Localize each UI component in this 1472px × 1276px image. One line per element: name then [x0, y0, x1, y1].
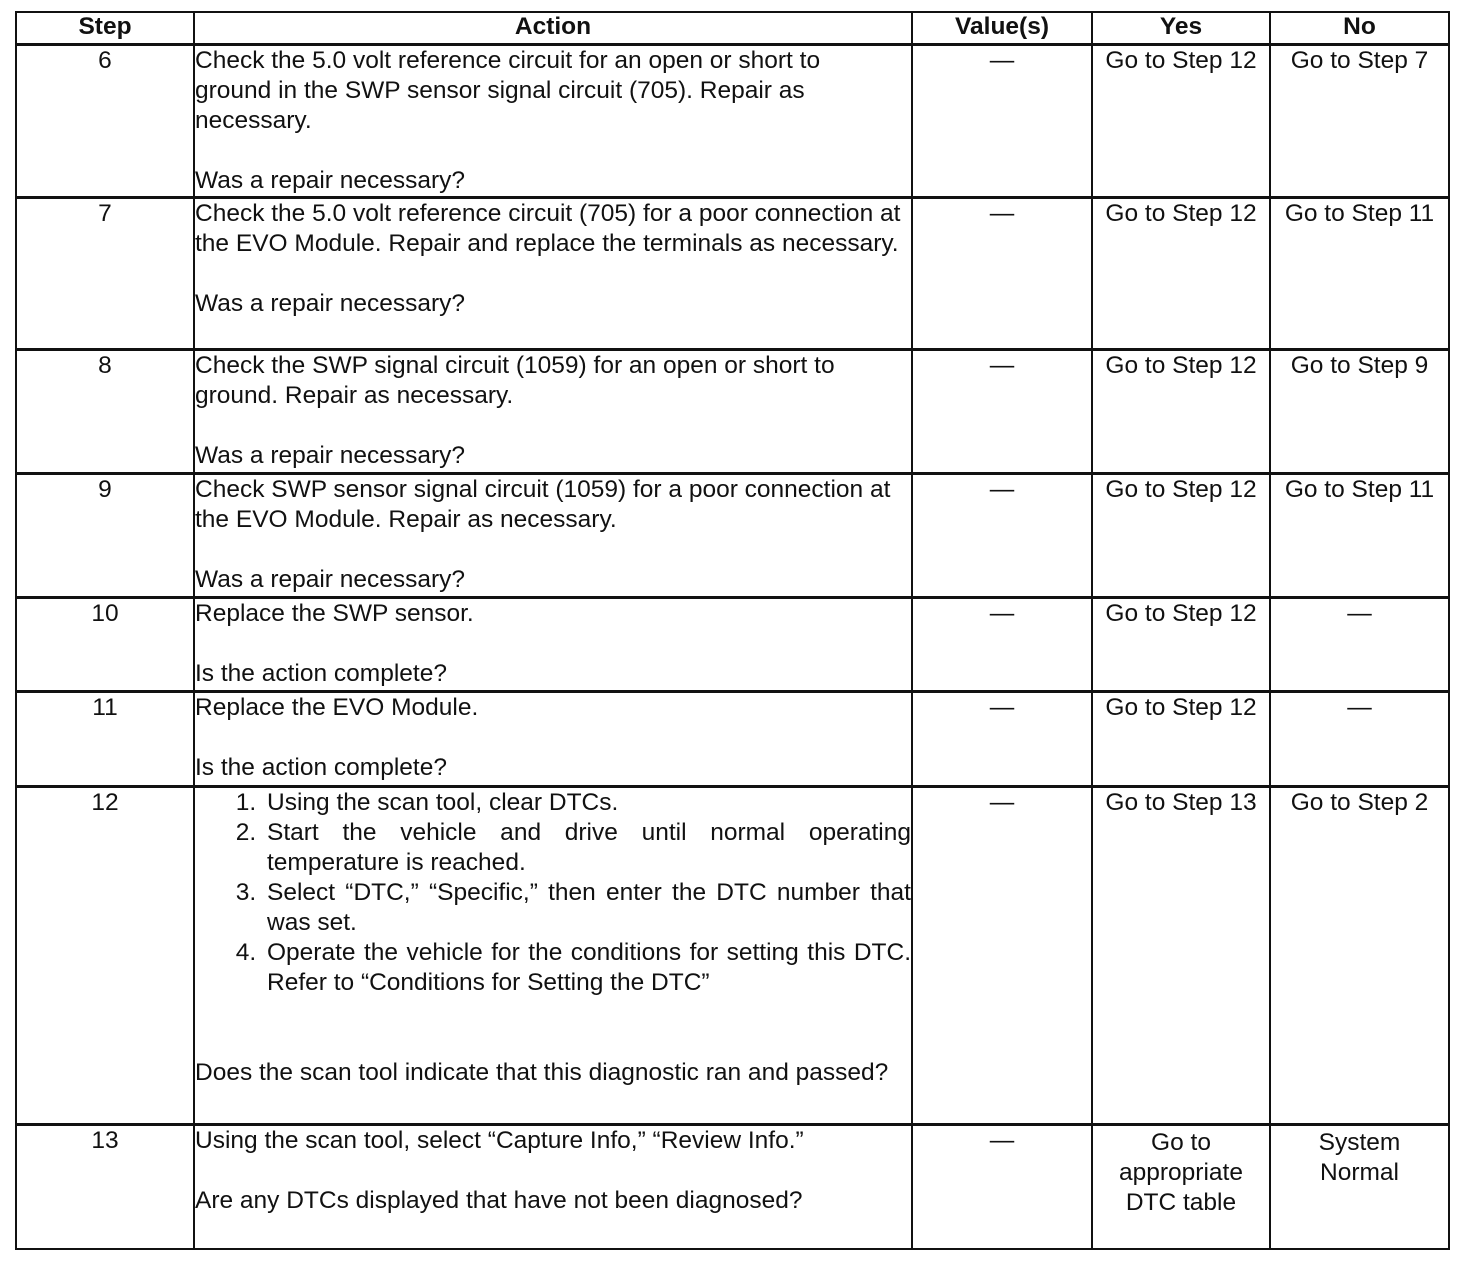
action-instruction: Check SWP sensor signal circuit (1059) for a poor connection at the EVO Module. Repair as necessary.	[195, 476, 891, 533]
yes-cell: Go to Step 12	[1092, 692, 1270, 787]
action-question: Does the scan tool indicate that this diagnostic ran and passed?	[195, 1059, 889, 1086]
procedure-step: 4. Operate the vehicle for the conditions for setting this DTC. Refer to “Conditions for Setting the DTC”	[263, 938, 911, 998]
header-step: Step	[16, 12, 194, 45]
step-number: 9	[16, 474, 194, 598]
no-cell: Go to Step 9	[1270, 350, 1449, 474]
table-row	[16, 474, 1449, 598]
no-cell: Go to Step 7	[1270, 45, 1449, 198]
header-no: No	[1270, 12, 1449, 45]
value-cell: —	[912, 474, 1092, 598]
action-instruction: Using the scan tool, select “Capture Info,” “Review Info.”	[195, 1127, 804, 1154]
action-cell	[194, 474, 912, 598]
no-cell: System Normal	[1270, 1125, 1449, 1249]
table-row	[16, 692, 1449, 787]
action-instruction: Replace the EVO Module.	[195, 694, 479, 721]
action-question: Was a repair necessary?	[195, 290, 466, 317]
yes-cell: Go to Step 12	[1092, 45, 1270, 198]
value-cell: —	[912, 45, 1092, 198]
action-question: Is the action complete?	[195, 754, 447, 781]
no-cell: Go to Step 11	[1270, 198, 1449, 350]
procedure-step: 2. Start the vehicle and drive until normal operating temperature is reached.	[263, 818, 911, 878]
action-question: Are any DTCs displayed that have not been diagnosed?	[195, 1187, 803, 1214]
table-row	[16, 198, 1449, 350]
action-cell	[194, 598, 912, 692]
action-cell	[194, 198, 912, 350]
action-cell	[194, 350, 912, 474]
header-yes: Yes	[1092, 12, 1270, 45]
action-instruction: Replace the SWP sensor.	[195, 600, 474, 627]
step-number: 10	[16, 598, 194, 692]
no-cell: —	[1270, 598, 1449, 692]
table-header-row	[16, 12, 1449, 45]
action-question: Was a repair necessary?	[195, 442, 466, 469]
step-number: 8	[16, 350, 194, 474]
step-number: 13	[16, 1125, 194, 1249]
table-row	[16, 45, 1449, 198]
action-cell	[194, 787, 912, 1125]
table-row	[16, 787, 1449, 1125]
yes-cell: Go to Step 12	[1092, 598, 1270, 692]
yes-cell: Go to appropriate DTC table	[1092, 1125, 1270, 1249]
step-number: 11	[16, 692, 194, 787]
value-cell: —	[912, 692, 1092, 787]
step-number: 6	[16, 45, 194, 198]
no-cell: Go to Step 2	[1270, 787, 1449, 1125]
table-row	[16, 598, 1449, 692]
step-number: 7	[16, 198, 194, 350]
table-row	[16, 350, 1449, 474]
step-number: 12	[16, 787, 194, 1125]
action-instruction: Check the SWP signal circuit (1059) for an open or short to ground. Repair as necessary.	[195, 352, 835, 409]
action-cell	[194, 692, 912, 787]
table-row	[16, 1125, 1449, 1249]
diagnostic-table	[15, 11, 1450, 1250]
no-cell: —	[1270, 692, 1449, 787]
action-instruction: Check the 5.0 volt reference circuit (705) for a poor connection at the EVO Module. Repair and replace the terminals as necessary.	[195, 200, 901, 257]
action-instruction: Check the 5.0 volt reference circuit for an open or short to ground in the SWP sensor signal circuit (705). Repair as necessary.	[195, 47, 821, 134]
procedure-step: 1. Using the scan tool, clear DTCs.	[263, 788, 911, 818]
header-action: Action	[194, 12, 912, 45]
yes-cell: Go to Step 13	[1092, 787, 1270, 1125]
procedure-step: 3. Select “DTC,” “Specific,” then enter the DTC number that was set.	[263, 878, 911, 938]
value-cell: —	[912, 598, 1092, 692]
action-cell	[194, 1125, 912, 1249]
no-cell: Go to Step 11	[1270, 474, 1449, 598]
action-cell	[194, 45, 912, 198]
header-values: Value(s)	[912, 12, 1092, 45]
value-cell: —	[912, 787, 1092, 1125]
action-question: Is the action complete?	[195, 660, 447, 687]
yes-cell: Go to Step 12	[1092, 350, 1270, 474]
value-cell: —	[912, 1125, 1092, 1249]
action-question: Was a repair necessary?	[195, 566, 466, 593]
action-question: Was a repair necessary?	[195, 167, 466, 194]
yes-cell: Go to Step 12	[1092, 198, 1270, 350]
value-cell: —	[912, 198, 1092, 350]
value-cell: —	[912, 350, 1092, 474]
yes-cell: Go to Step 12	[1092, 474, 1270, 598]
procedure-list	[195, 788, 911, 998]
